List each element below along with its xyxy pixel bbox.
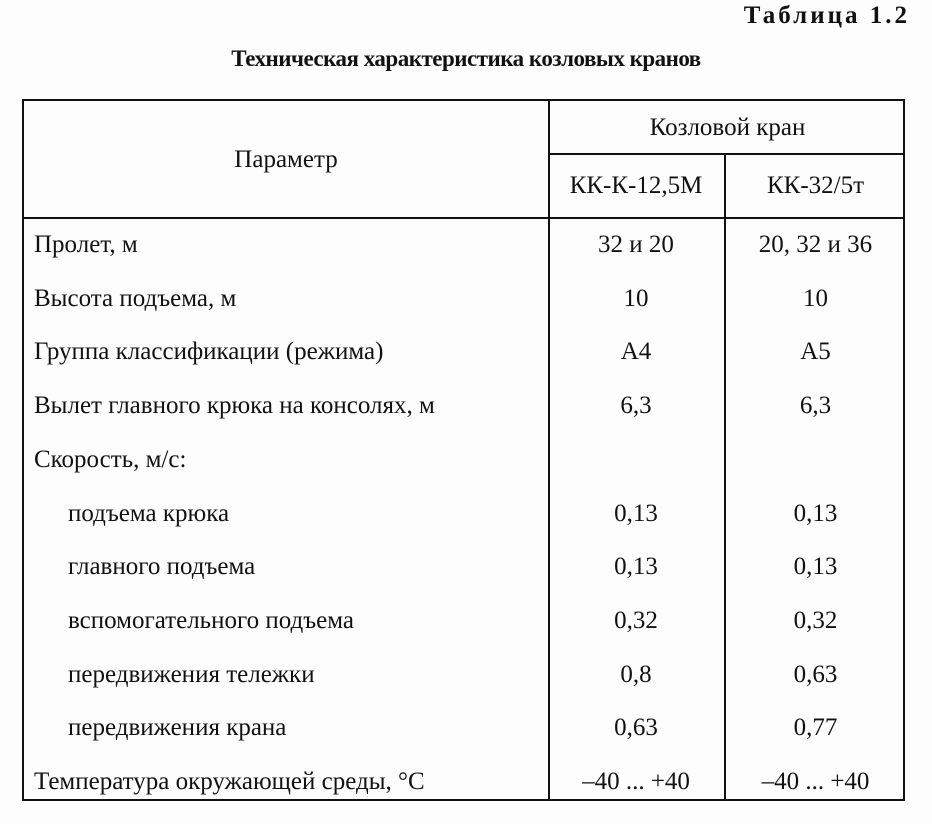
header-bottom-line — [24, 217, 903, 219]
row-value-col-1: 0,8 — [620, 660, 652, 688]
row-label: Температура окружающей среды, °С — [34, 768, 425, 795]
row-value-col-2: 10 — [803, 284, 828, 312]
header-divider — [548, 153, 903, 155]
table-title: Техническая характеристика козловых кранов — [231, 46, 701, 71]
row-label: передвижения крана — [68, 714, 287, 742]
row-value-col-2: 0,63 — [793, 660, 838, 688]
row-value-col-2: 0,32 — [793, 606, 838, 634]
header-parameter: Параметр — [234, 146, 338, 173]
row-value-col-1: 0,32 — [614, 606, 658, 634]
row-value-col-2: 20, 32 и 36 — [758, 231, 873, 258]
row-label: Высота подъема, м — [34, 284, 237, 312]
row-value-col-2: 6,3 — [799, 392, 832, 420]
row-value-col-2: –40 ... +40 — [761, 768, 870, 795]
spec-table — [22, 99, 905, 801]
row-value-col-1: 32 и 20 — [598, 231, 674, 258]
row-value-col-1: 0,63 — [614, 714, 658, 742]
row-value-col-2: 0,77 — [793, 714, 838, 742]
row-label: Пролет, м — [34, 231, 138, 258]
row-value-col-1: 10 — [623, 284, 649, 312]
row-value-col-1: –40 ... +40 — [582, 768, 690, 795]
row-value-col-1: А4 — [620, 338, 652, 366]
row-value-col-2: 0,13 — [793, 499, 838, 527]
table-number: Таблица 1.2 — [743, 2, 910, 29]
row-label: подъема крюка — [68, 499, 230, 527]
row-value-col-1: 0,13 — [614, 553, 658, 581]
row-value-col-1: 6,3 — [620, 392, 652, 420]
row-label: Скорость, м/с: — [34, 445, 187, 473]
column-divider — [548, 101, 550, 799]
row-value-col-2: 0,13 — [793, 553, 838, 581]
header-column-1: КК-К-12,5М — [569, 172, 703, 199]
row-value-col-2: А5 — [800, 338, 831, 366]
row-label: вспомогательного подъема — [68, 606, 354, 634]
header-column-2: КК-32/5т — [766, 172, 865, 199]
header-crane-group: Козловой кран — [649, 114, 806, 141]
row-label: Вылет главного крюка на консолях, м — [34, 392, 435, 420]
row-label: передвижения тележки — [68, 660, 315, 688]
row-label: главного подъема — [68, 553, 256, 581]
row-label: Группа классификации (режима) — [34, 338, 384, 366]
row-value-col-1: 0,13 — [614, 499, 658, 527]
